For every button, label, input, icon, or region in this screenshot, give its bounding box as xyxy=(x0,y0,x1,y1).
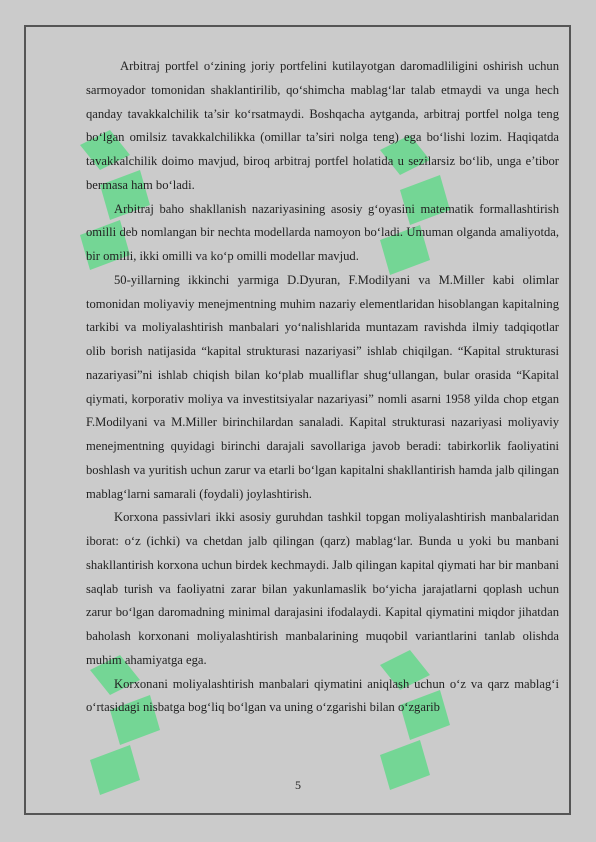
paragraph-arbitraj-baho: Arbitraj baho shakllanish nazariyasining asosiy g‘oyasini matematik formallashtirish omilli deb nomlangan bir nechta modellarda namoyon bo‘ladi. Umuman olganda amaliyotda, bir omilli, ikki omilli va ko‘p omilli modellar mavjud. xyxy=(86,201,559,263)
page-number: 5 xyxy=(295,778,301,792)
paragraph-arbitraj-portfel: Arbitraj portfel o‘zining joriy portfelini kutilayotgan daromadliligini oshirish uchun sarmoyador tomonidan shaklantirilib, qo‘shimcha mablag‘lar talab etmaydi va unga hech qanday tavakkalchilik ta’sir ko‘rsatmaydi. Boshqacha aytganda, arbitraj portfel nolga teng bo‘lgan omilsiz tavakkalchilikka (omillar ta’siri nolga teng) ega bo‘lishi lozim. Haqiqatda tavakkalchilik doimo mavjud, biroq arbitraj portfel holatida u sezilarsiz bo‘lib, unga e’tibor bermasa ham bo‘ladi. xyxy=(86,59,559,192)
paragraph-moliyalashtirish-manbalari: Korxonani moliyalashtirish manbalari qiymatini aniqlash uchun o‘z va qarz mablag‘i o‘rtasidagi nisbatga bog‘liq bo‘lgan va uning o‘zgarishi bilan o‘zgarib xyxy=(86,676,559,715)
paragraph-kapital-strukturasi: 50-yillarning ikkinchi yarmiga D.Dyuran, F.Modilyani va M.Miller kabi olimlar tomonidan moliyaviy menejmentning muhim nazariy elementlaridan hisoblangan kapitalning tarkibi va moliyalashtirish manbalari yo‘nalishlarida muntazam ravishda ilmiy tadqiqotlar olib borish natijasida “kapital strukturasi nazariyasi” ishlab chiqilgan. “Kapital strukturasi nazariyasi”ni ishlab chiqish bilan ko‘plab mualliflar shug‘ullangan, bular orasida “Kapital qiymati, korporativ moliya va investitsiyalar nazariyasi” nomli asarni 1958 yilda chop etgan F.Modilyani va M.Miller birinchilardan sanaladi. Kapital strukturasi nazariyasi moliyaviy menejmentning quyidagi birinchi darajali savollariga javob beradi: tabirkorlik faoliyatini boshlash va yuritish uchun zarur va etarli bo‘lgan kapitalni shakllantirish hamda jalb qilingan mablag‘larni samarali (foydali) joylashtirish. xyxy=(86,272,559,501)
document-body xyxy=(86,55,559,720)
paragraph-korxona-passivlari: Korxona passivlari ikki asosiy guruhdan tashkil topgan moliyalashtirish manbalaridan iborat: o‘z (ichki) va chetdan jalb qilingan (qarz) mablag‘lar. Bunda u yoki bu manbani shakllantirish korxona uchun birdek kechmaydi. Jalb qilingan kapital qiymati har bir manbani saqlab turish va faoliyatni zarar bilan yakunlamaslik bo‘yicha jarajatlarni qoplash uchun zarur bo‘lgan daromadning minimal darajasini ifodalaydi. Kapital qiymatini miqdor jihatdan baholash korxonani moliyalashtirish manbalarining muqobil variantlarini tanlab olishda muhim ahamiyatga ega. xyxy=(86,510,559,667)
